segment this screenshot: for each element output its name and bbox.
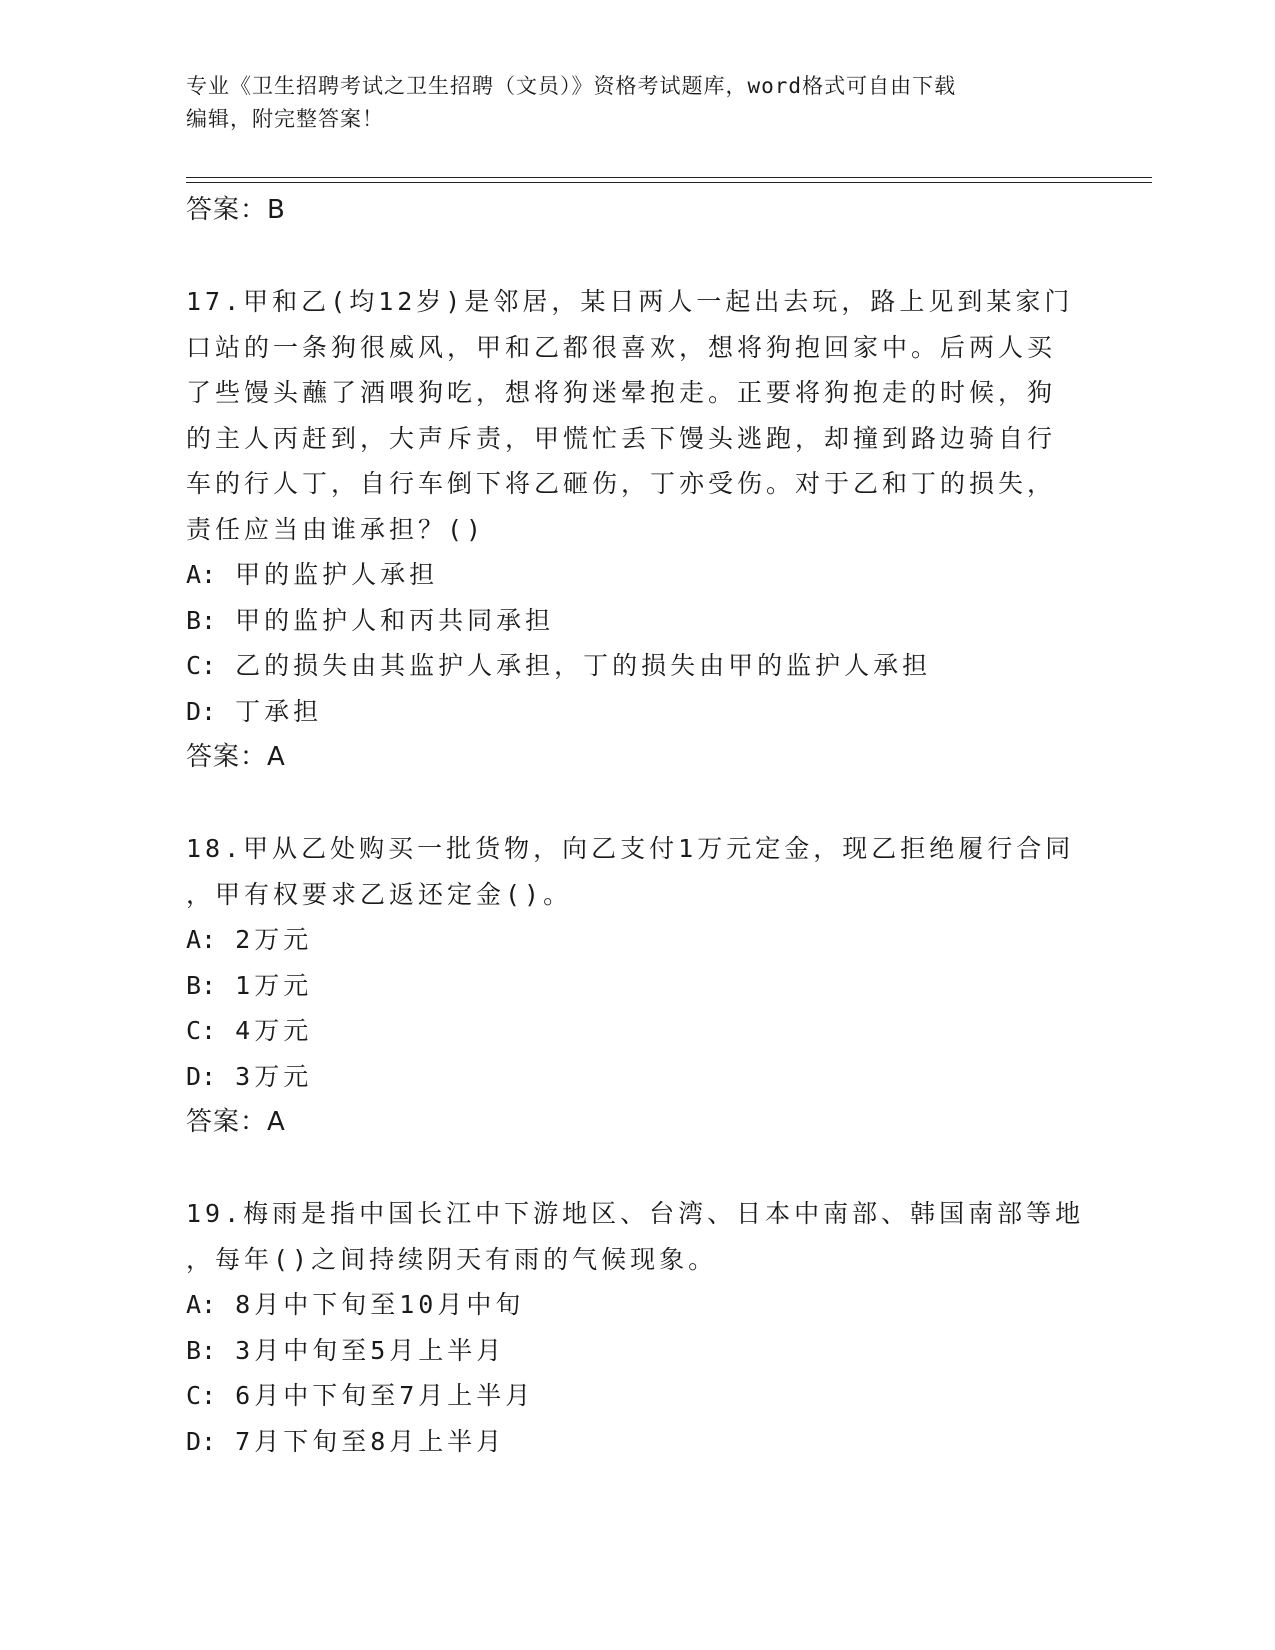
- option-d: [186, 1054, 1086, 1100]
- question-18: [186, 826, 1086, 1145]
- header-divider: [186, 182, 1152, 183]
- header-line-1: 专业《卫生招聘考试之卫生招聘（文员）》资格考试题库，word格式可自由下载: [186, 74, 957, 98]
- option-letter: D:: [186, 1061, 217, 1091]
- option-letter: A:: [186, 560, 217, 589]
- option-text: 乙的损失由其监护人承担，丁的损失由甲的监护人承担: [235, 651, 932, 680]
- option-c: [186, 1008, 1086, 1054]
- answer-line: 答案：A: [186, 742, 286, 772]
- option-text: 3月中旬至5月上半月: [235, 1335, 506, 1365]
- question-text-line: 了些馒头蘸了酒喂狗吃，想将狗迷晕抱走。正要将狗抱走的时候，狗: [186, 378, 1057, 407]
- question-text-line: 责任应当由谁承担？(): [186, 514, 486, 544]
- question-text-line: 18.甲从乙处购买一批货物，向乙支付1万元定金，现乙拒绝履行合同: [186, 834, 1075, 863]
- option-letter: C:: [186, 651, 217, 680]
- header-line-2: 编辑，附完整答案！: [186, 107, 384, 131]
- option-c: [186, 1373, 1086, 1419]
- question-text-line: 车的行人丁，自行车倒下将乙砸伤，丁亦受伤。对于乙和丁的损失，: [186, 469, 1057, 498]
- option-text: 2万元: [235, 925, 313, 954]
- option-text: 6月中下旬至7月上半月: [235, 1381, 535, 1410]
- answer-line: 答案：B: [186, 195, 286, 225]
- option-letter: A:: [186, 1290, 217, 1319]
- option-b: [186, 1328, 1086, 1374]
- option-text: 7月下旬至8月上半月: [235, 1426, 506, 1456]
- option-c: [186, 643, 1086, 689]
- question-text-line: 19.梅雨是指中国长江中下游地区、台湾、日本中南部、韩国南部等地: [186, 1199, 1085, 1228]
- option-a: [186, 552, 1086, 598]
- option-text: 1万元: [235, 970, 313, 1000]
- option-b: [186, 963, 1086, 1009]
- option-d: [186, 1419, 1086, 1465]
- option-letter: B:: [186, 970, 217, 1000]
- option-letter: D:: [186, 1426, 217, 1456]
- option-d: [186, 689, 1086, 735]
- option-text: 丁承担: [235, 696, 323, 726]
- answer-line: 答案：A: [186, 1107, 286, 1137]
- option-letter: B:: [186, 1335, 217, 1365]
- header-divider: [186, 177, 1152, 178]
- document-body: [186, 187, 1086, 1464]
- option-letter: C:: [186, 1381, 217, 1410]
- option-text: 甲的监护人和丙共同承担: [235, 605, 555, 635]
- option-letter: D:: [186, 696, 217, 726]
- option-letter: B:: [186, 605, 217, 635]
- option-letter: A:: [186, 925, 217, 954]
- question-text-line: 的主人丙赶到，大声斥责，甲慌忙丢下馒头逃跑，却撞到路边骑自行: [186, 423, 1057, 453]
- option-a: [186, 1282, 1086, 1328]
- question-text-line: ，甲有权要求乙返还定金()。: [186, 879, 573, 909]
- option-b: [186, 598, 1086, 644]
- question-17: [186, 279, 1086, 780]
- option-letter: C:: [186, 1016, 217, 1045]
- question-text-line: ，每年()之间持续阴天有雨的气候现象。: [186, 1244, 718, 1274]
- option-a: [186, 917, 1086, 963]
- question-19: [186, 1191, 1086, 1464]
- question-text-line: 17.甲和乙(均12岁)是邻居，某日两人一起出去玩，路上见到某家门: [186, 287, 1074, 316]
- page-header: [186, 70, 1086, 136]
- option-text: 8月中下旬至10月中旬: [235, 1290, 525, 1319]
- option-text: 4万元: [235, 1016, 313, 1045]
- option-text: 3万元: [235, 1061, 313, 1091]
- question-text-line: 口站的一条狗很威风，甲和乙都很喜欢，想将狗抱回家中。后两人买: [186, 332, 1057, 362]
- option-text: 甲的监护人承担: [235, 560, 439, 589]
